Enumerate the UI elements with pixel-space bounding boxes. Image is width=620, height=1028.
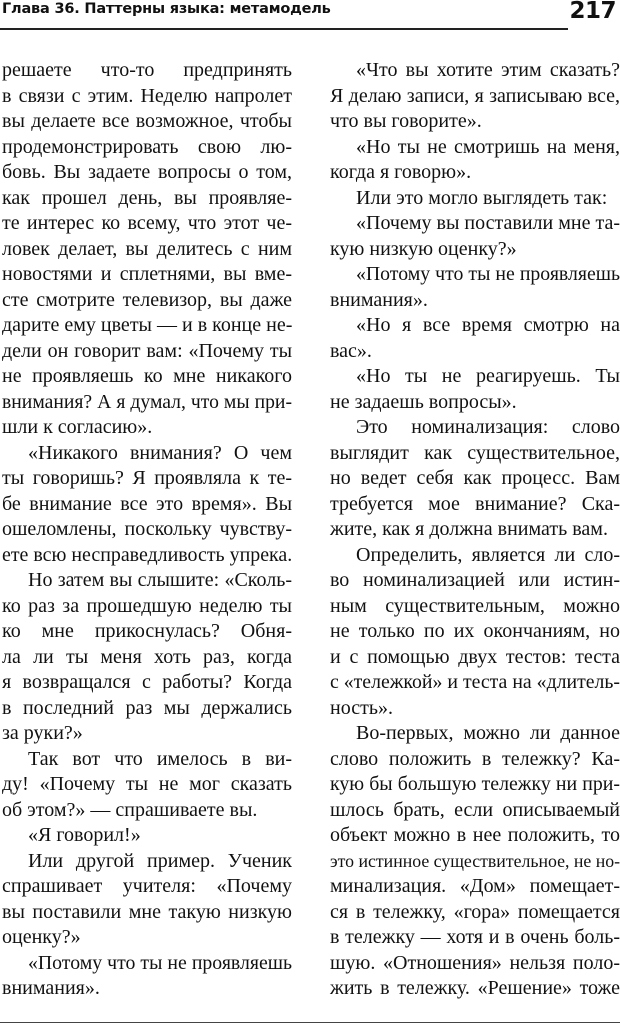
text-line: «Но я все время смотрю на <box>356 314 620 336</box>
left-text-column <box>2 58 292 1002</box>
text-line: внимания». <box>330 288 428 311</box>
header-rule <box>0 28 568 30</box>
text-line: объект можно в нее положить, то <box>330 824 620 846</box>
text-line: и с помощью двух тестов: теста <box>330 645 620 668</box>
text-line: во номинализацией или истин- <box>330 569 620 591</box>
text-line: ошеломлены, поскольку чувству- <box>2 518 292 540</box>
text-line: оценку?» <box>2 926 81 948</box>
text-line: ко мне прикоснулась? Обня- <box>2 620 292 642</box>
text-line: «Потому что ты не проявляешь <box>356 263 620 285</box>
text-line: бовь. Вы задаете вопросы о том, <box>2 161 292 183</box>
text-line: в связи с этим. Неделю напролет <box>2 84 292 107</box>
text-line: с «тележкой» и теста на «длитель- <box>330 671 620 693</box>
text-line: что вы говорите». <box>330 110 482 132</box>
text-line: вы поставили мне такую низкую <box>2 900 292 923</box>
text-line: как прошел день, вы проявляе- <box>2 186 292 209</box>
chapter-title: Глава 36. Паттерны языка: метамодель <box>2 1 331 17</box>
text-line: те интерес ко всему, что этот че- <box>2 212 292 234</box>
text-line: Так вот что имелось в ви- <box>28 747 292 770</box>
text-line: Или это могло выглядеть так: <box>356 186 608 209</box>
text-line: бе внимание все это время». Вы <box>2 492 292 515</box>
text-line: «Почему вы поставили мне та- <box>356 212 620 234</box>
text-line: ду! «Почему ты не мог сказать <box>2 773 292 795</box>
text-line: дели он говорит вам: «Почему ты <box>2 339 292 362</box>
text-line: я возвращался с работы? Когда <box>2 671 292 693</box>
text-line: «Но ты не реагируешь. Ты <box>356 365 620 387</box>
text-line: продемонстрировать свою лю- <box>2 135 292 158</box>
text-line: Или другой пример. Ученик <box>28 849 292 872</box>
text-line: Я делаю записи, я записываю все, <box>330 84 620 107</box>
text-line: вы делаете все возможное, чтобы <box>2 110 292 132</box>
text-line: сте смотрите телевизор, вы даже <box>2 288 292 311</box>
text-line: жите, как я должна внимать вам. <box>330 518 608 540</box>
text-line: новостями и сплетнями, вы вме- <box>2 263 292 285</box>
text-line: Но затем вы слышите: «Сколь- <box>28 569 292 591</box>
text-line: «Никакого внимания? О чем <box>28 441 292 464</box>
text-line: в последний раз мы держались <box>2 696 292 719</box>
text-line: ла ли ты меня хоть раз, когда <box>2 645 292 668</box>
text-line: слово положить в тележку? Ка- <box>330 747 620 770</box>
text-line: в тележку — хотя и в очень боль- <box>330 926 620 948</box>
text-line: за руки?» <box>2 722 83 744</box>
text-line: выглядит как существительное, <box>330 441 620 464</box>
text-line: минализация. «Дом» помещает- <box>330 875 620 897</box>
text-line: ете всю несправедливость упрека. <box>2 543 293 566</box>
text-line: шлось брать, если описываемый <box>330 798 620 821</box>
text-line: внимания? А я думал, что мы при- <box>2 390 292 413</box>
text-line: ловек делает, вы делитесь с ним <box>2 237 292 260</box>
text-line: ты говоришь? Я проявляла к те- <box>2 467 292 489</box>
text-line: требуется мое внимание? Ска- <box>330 492 620 515</box>
text-line: Во-первых, можно ли данное <box>356 722 620 744</box>
text-line: шли к согласию». <box>2 416 153 438</box>
text-line: об этом?» — спрашиваете вы. <box>2 798 258 821</box>
text-line: шую. «Отношения» нельзя поло- <box>330 951 620 974</box>
text-line: это истинное существительное, не но- <box>330 850 620 871</box>
text-line: когда я говорю». <box>330 161 472 183</box>
text-line: ность». <box>330 696 393 719</box>
text-line: решаете что-то предпринять <box>2 59 292 81</box>
text-line: ным существительным, можно <box>330 594 620 617</box>
text-line: кую бы большую тележку ни при- <box>330 773 620 795</box>
text-line: «Потому что ты не проявляешь <box>28 951 292 974</box>
text-line: «Но ты не смотришь на меня, <box>356 135 620 158</box>
text-line: Определить, является ли сло- <box>356 543 620 566</box>
text-line: ко раз за прошедшую неделю ты <box>2 594 292 617</box>
text-line: внимания». <box>2 977 100 999</box>
page-number: 217 <box>569 0 616 24</box>
text-line: не задаешь вопросы». <box>330 390 517 413</box>
text-line: «Что вы хотите этим сказать? <box>356 59 620 81</box>
text-line: спрашивает учителя: «Почему <box>2 875 292 897</box>
text-line: «Я говорил!» <box>28 824 141 846</box>
right-text-column <box>330 58 620 1002</box>
text-line: но ведет себя как процесс. Вам <box>330 467 620 489</box>
text-line: не только по их окончаниям, но <box>330 620 620 642</box>
text-line: вас». <box>330 339 372 362</box>
footer-rule <box>0 1022 620 1023</box>
text-line: кую низкую оценку?» <box>330 237 517 260</box>
text-line: Это номинализация: слово <box>356 416 620 438</box>
text-line: не проявляешь ко мне никакого <box>2 365 292 387</box>
text-line: ся в тележку, «гора» помещается <box>330 900 620 923</box>
text-line: дарите ему цветы — и в конце не- <box>2 314 293 336</box>
page-header <box>0 0 620 34</box>
text-line: жить в тележку. «Решение» тоже <box>330 977 620 999</box>
